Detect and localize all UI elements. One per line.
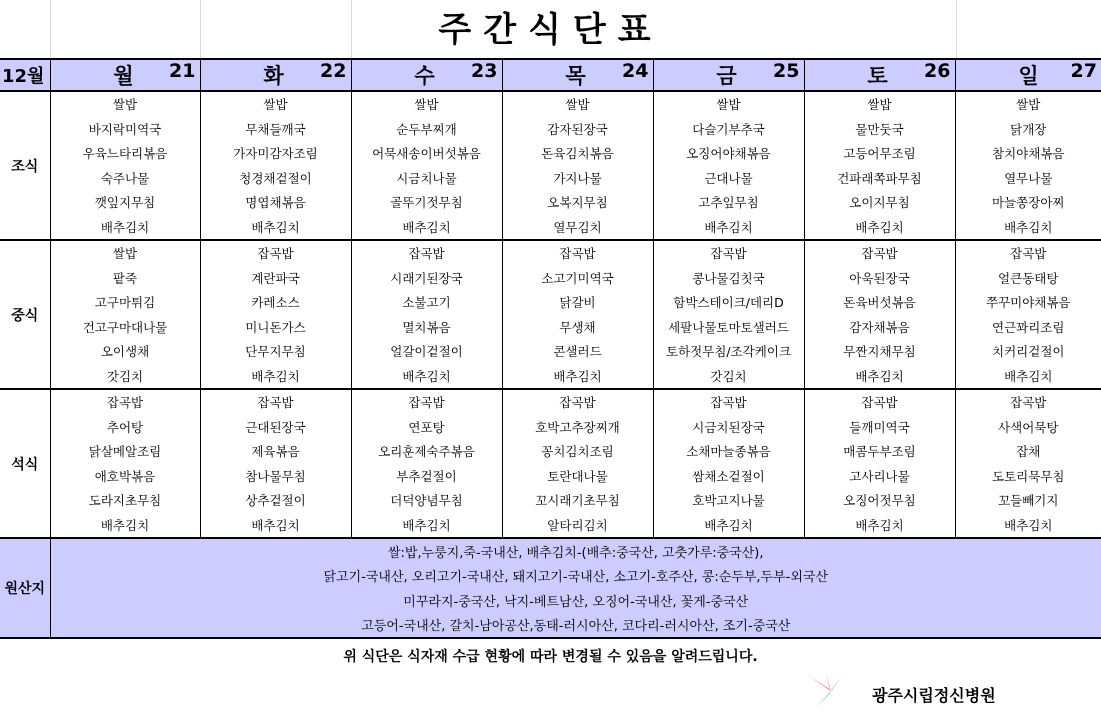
menu-item: 배추김치 (653, 513, 804, 539)
menu-item: 깻잎지무침 (50, 190, 200, 215)
menu-item: 잡곡밥 (653, 240, 804, 266)
menu-item: 참치야채볶음 (955, 141, 1101, 166)
menu-row (0, 290, 1101, 315)
menu-item: 꼬들빼기지 (955, 488, 1101, 513)
menu-item: 건고구마대나물 (50, 315, 200, 340)
menu-item: 잡곡밥 (955, 240, 1101, 266)
menu-item: 배추김치 (351, 513, 502, 539)
notice-row (0, 638, 1101, 673)
menu-row (0, 240, 1101, 266)
menu-item: 시금치된장국 (653, 415, 804, 440)
menu-item: 잡곡밥 (351, 240, 502, 266)
menu-item: 배추김치 (50, 513, 200, 539)
menu-item: 쌀밥 (50, 91, 200, 117)
menu-item: 열무김치 (502, 215, 653, 241)
menu-item: 애호박볶음 (50, 464, 200, 489)
menu-item: 배추김치 (653, 215, 804, 241)
menu-item: 배추김치 (200, 364, 351, 390)
menu-item: 잡곡밥 (200, 240, 351, 266)
menu-row (0, 91, 1101, 117)
menu-item: 소채마늘종볶음 (653, 439, 804, 464)
origin-label: 원산지 (0, 538, 50, 638)
menu-item: 콩나물김칫국 (653, 266, 804, 291)
menu-item: 물만둣국 (804, 117, 955, 142)
origin-text: 쌀:밥,누룽지,죽-국내산, 배추김치-(배추:중국산, 고춧가루:중국산), (50, 538, 1101, 564)
menu-item: 배추김치 (955, 215, 1101, 241)
menu-item: 알타리김치 (502, 513, 653, 539)
menu-item: 꼬시래기초무침 (502, 488, 653, 513)
origin-text: 미꾸라지-중국산, 낙지-베트남산, 오징어-국내산, 꽃게-중국산 (50, 588, 1101, 613)
menu-item: 쌀밥 (351, 91, 502, 117)
menu-item: 계란파국 (200, 266, 351, 291)
menu-item: 함박스테이크/데리D (653, 290, 804, 315)
menu-row (0, 439, 1101, 464)
meal-label: 중식 (0, 240, 50, 389)
menu-item: 어묵새송이버섯볶음 (351, 141, 502, 166)
menu-item: 오리훈제숙주볶음 (351, 439, 502, 464)
menu-item: 도라지초무침 (50, 488, 200, 513)
menu-item: 돈육김치볶음 (502, 141, 653, 166)
menu-item: 잡곡밥 (200, 389, 351, 415)
menu-item: 오이지무침 (804, 190, 955, 215)
date-label: 27 (1070, 60, 1097, 82)
menu-item: 단무지무침 (200, 339, 351, 364)
menu-item: 얼큰동태탕 (955, 266, 1101, 291)
day-label: 수 (414, 64, 435, 88)
day-header-cell (50, 59, 200, 91)
hospital-name: 광주시립정신병원 (872, 686, 996, 705)
menu-item: 추어탕 (50, 415, 200, 440)
menu-item: 잡곡밥 (351, 389, 502, 415)
menu-item: 더덕양념무침 (351, 488, 502, 513)
day-label: 일 (1018, 64, 1039, 88)
menu-row (0, 166, 1101, 191)
menu-item: 잡채 (955, 439, 1101, 464)
menu-item: 감자된장국 (502, 117, 653, 142)
menu-item: 배추김치 (955, 513, 1101, 539)
menu-row (0, 364, 1101, 390)
menu-item: 열무나물 (955, 166, 1101, 191)
day-header-cell (955, 59, 1101, 91)
menu-item: 미니돈가스 (200, 315, 351, 340)
menu-item: 근대된장국 (200, 415, 351, 440)
menu-item: 토란대나물 (502, 464, 653, 489)
menu-item: 호박고추장찌개 (502, 415, 653, 440)
menu-item: 오징어야채볶음 (653, 141, 804, 166)
menu-item: 잡곡밥 (653, 389, 804, 415)
menu-item: 배추김치 (200, 215, 351, 241)
origin-row (0, 564, 1101, 589)
origin-text: 닭고기-국내산, 오리고기-국내산, 돼지고기-국내산, 소고기-호주산, 콩:순두부,두부-외국산 (50, 564, 1101, 589)
menu-table (0, 58, 1101, 673)
menu-item: 닭개장 (955, 117, 1101, 142)
day-header-cell (351, 59, 502, 91)
menu-item: 오복지무침 (502, 190, 653, 215)
menu-row (0, 215, 1101, 241)
menu-item: 다슬기부추국 (653, 117, 804, 142)
day-header-cell (653, 59, 804, 91)
menu-item: 무채들깨국 (200, 117, 351, 142)
day-header-cell (200, 59, 351, 91)
menu-item: 고추잎무침 (653, 190, 804, 215)
menu-item: 상추겉절이 (200, 488, 351, 513)
menu-row (0, 464, 1101, 489)
menu-item: 배추김치 (502, 364, 653, 390)
menu-item: 배추김치 (351, 364, 502, 390)
menu-item: 배추김치 (200, 513, 351, 539)
menu-item: 세팔나물토마토샐러드 (653, 315, 804, 340)
menu-item: 바지락미역국 (50, 117, 200, 142)
menu-item: 건파래쪽파무침 (804, 166, 955, 191)
menu-row (0, 141, 1101, 166)
menu-item: 배추김치 (804, 364, 955, 390)
menu-item: 호박고지나물 (653, 488, 804, 513)
origin-text: 고등어-국내산, 갈치-남아공산,동태-러시아산, 코다리-러시아산, 조기-중국산 (50, 613, 1101, 639)
day-label: 목 (565, 64, 586, 88)
menu-item: 들깨미역국 (804, 415, 955, 440)
menu-item: 고등어무조림 (804, 141, 955, 166)
menu-item: 무생채 (502, 315, 653, 340)
menu-row (0, 339, 1101, 364)
date-label: 24 (622, 60, 649, 82)
origin-row (0, 588, 1101, 613)
menu-item: 명엽채볶음 (200, 190, 351, 215)
month-label: 12월 (0, 59, 50, 91)
menu-row (0, 315, 1101, 340)
day-label: 화 (263, 64, 284, 88)
menu-row (0, 389, 1101, 415)
menu-item: 가자미감자조림 (200, 141, 351, 166)
menu-item: 닭갈비 (502, 290, 653, 315)
menu-item: 콘샐러드 (502, 339, 653, 364)
menu-item: 잡곡밥 (804, 389, 955, 415)
menu-row (0, 190, 1101, 215)
menu-row (0, 488, 1101, 513)
menu-item: 배추김치 (351, 215, 502, 241)
menu-item: 청경채겉절이 (200, 166, 351, 191)
menu-item: 도토리묵무침 (955, 464, 1101, 489)
menu-item: 잡곡밥 (50, 389, 200, 415)
menu-item: 토하젓무침/조각케이크 (653, 339, 804, 364)
date-label: 26 (924, 60, 951, 82)
hospital-logo-icon (806, 672, 856, 710)
menu-item: 쌀밥 (50, 240, 200, 266)
menu-item: 쌀밥 (653, 91, 804, 117)
page-title: 주간식단표 (0, 0, 1101, 58)
menu-item: 갓김치 (50, 364, 200, 390)
menu-item: 치커리겉절이 (955, 339, 1101, 364)
menu-row (0, 513, 1101, 539)
menu-item: 참나물무침 (200, 464, 351, 489)
menu-item: 고사리나물 (804, 464, 955, 489)
date-label: 25 (773, 60, 800, 82)
menu-item: 멸치볶음 (351, 315, 502, 340)
menu-item: 쌀밥 (502, 91, 653, 117)
menu-row (0, 266, 1101, 291)
menu-item: 쌀밥 (804, 91, 955, 117)
menu-row (0, 117, 1101, 142)
menu-item: 아욱된장국 (804, 266, 955, 291)
menu-row (0, 415, 1101, 440)
day-label: 금 (716, 64, 737, 88)
origin-row (0, 538, 1101, 564)
menu-item: 근대나물 (653, 166, 804, 191)
menu-item: 부추겉절이 (351, 464, 502, 489)
meal-label: 조식 (0, 91, 50, 240)
notice-text: 위 식단은 식자재 수급 현황에 따라 변경될 수 있음을 알려드립니다. (343, 649, 758, 665)
day-header-row (0, 59, 1101, 91)
menu-item: 얼갈이겉절이 (351, 339, 502, 364)
menu-item: 잡곡밥 (955, 389, 1101, 415)
origin-row (0, 613, 1101, 639)
menu-item: 잡곡밥 (502, 389, 653, 415)
menu-item: 연근꽈리조림 (955, 315, 1101, 340)
menu-item: 연포탕 (351, 415, 502, 440)
menu-item: 배추김치 (50, 215, 200, 241)
date-label: 22 (320, 60, 347, 82)
menu-item: 매콤두부조림 (804, 439, 955, 464)
menu-item: 제육볶음 (200, 439, 351, 464)
menu-item: 쭈꾸미야채볶음 (955, 290, 1101, 315)
menu-item: 배추김치 (804, 513, 955, 539)
menu-item: 팥죽 (50, 266, 200, 291)
menu-item: 배추김치 (804, 215, 955, 241)
menu-item: 꽁치김치조림 (502, 439, 653, 464)
menu-item: 소불고기 (351, 290, 502, 315)
menu-item: 오징어젓무침 (804, 488, 955, 513)
date-label: 23 (471, 60, 498, 82)
menu-item: 감자채볶음 (804, 315, 955, 340)
day-header-cell (804, 59, 955, 91)
menu-item: 닭살메알조림 (50, 439, 200, 464)
menu-item: 숙주나물 (50, 166, 200, 191)
menu-item: 소고기미역국 (502, 266, 653, 291)
menu-item: 시래기된장국 (351, 266, 502, 291)
menu-item: 오이생채 (50, 339, 200, 364)
menu-item: 쌀밥 (200, 91, 351, 117)
date-label: 21 (169, 60, 196, 82)
menu-item: 카레소스 (200, 290, 351, 315)
menu-item: 쌈채소겉절이 (653, 464, 804, 489)
menu-item: 순두부찌개 (351, 117, 502, 142)
menu-item: 잡곡밥 (502, 240, 653, 266)
day-header-cell (502, 59, 653, 91)
menu-item: 시금치나물 (351, 166, 502, 191)
menu-item: 마늘쫑장아찌 (955, 190, 1101, 215)
menu-item: 배추김치 (955, 364, 1101, 390)
menu-item: 쌀밥 (955, 91, 1101, 117)
menu-item: 무짠지채무침 (804, 339, 955, 364)
menu-item: 골뚜기젓무침 (351, 190, 502, 215)
menu-item: 가지나물 (502, 166, 653, 191)
menu-item: 사색어묵탕 (955, 415, 1101, 440)
day-label: 토 (867, 64, 888, 88)
menu-item: 돈육버섯볶음 (804, 290, 955, 315)
day-label: 월 (113, 64, 134, 88)
menu-item: 우육느타리볶음 (50, 141, 200, 166)
menu-item: 고구마튀김 (50, 290, 200, 315)
meal-label: 석식 (0, 389, 50, 538)
menu-item: 갓김치 (653, 364, 804, 390)
menu-item: 잡곡밥 (804, 240, 955, 266)
